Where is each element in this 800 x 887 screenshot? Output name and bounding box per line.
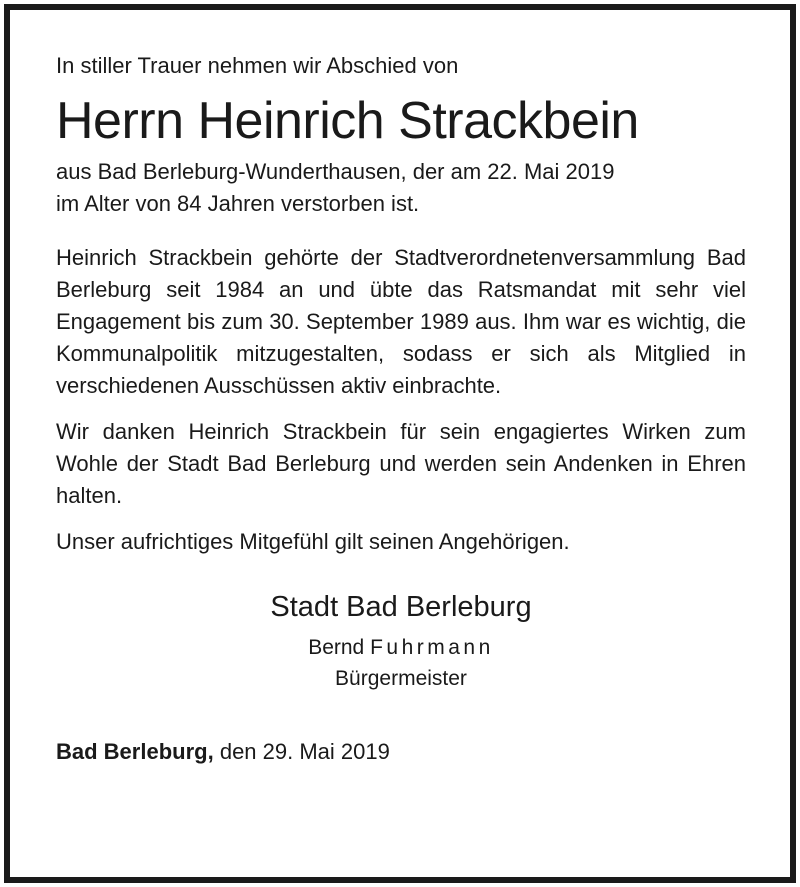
signature-organization: Stadt Bad Berleburg: [270, 591, 532, 623]
details-text: [56, 156, 746, 220]
signature-role: Bürgermeister: [335, 667, 467, 690]
details-line-1: aus Bad Berleburg-Wunderthausen, der am 22. Mai 2019: [56, 159, 615, 184]
signature-person: [56, 632, 746, 664]
dateline: [56, 736, 746, 768]
tribute-paragraph-2: Wir danken Heinrich Strackbein für sein engagiertes Wirken zum Wohle der Stadt Bad Berleburg und werden sein Andenken in Ehren halten.: [56, 419, 746, 508]
signature-last-name: Fuhrmann: [370, 636, 494, 659]
signature-first-name: Bernd: [308, 636, 365, 659]
dateline-date: den 29. Mai 2019: [219, 739, 390, 764]
deceased-name: Herrn Heinrich Strackbein: [56, 92, 639, 150]
signature-block: [56, 588, 746, 694]
obituary-content: [56, 50, 746, 768]
details-line-2: im Alter von 84 Jahren verstorben ist.: [56, 191, 420, 216]
tribute-paragraph-1: Heinrich Strackbein gehörte der Stadtverordnetenversammlung Bad Berleburg seit 1984 an und übte das Ratsmandat mit sehr viel Engagement bis zum 30. September 1989 aus. Ihm war es wichtig, die Kommunalpolitik mitzugestalten, sodass er sich als Mitglied in verschiedenen Ausschüssen aktiv einbrachte.: [56, 245, 746, 398]
intro-text: In stiller Trauer nehmen wir Abschied von: [56, 53, 459, 78]
condolence-paragraph: Unser aufrichtiges Mitgefühl gilt seinen Angehörigen.: [56, 529, 570, 554]
dateline-place: Bad Berleburg,: [56, 739, 214, 764]
